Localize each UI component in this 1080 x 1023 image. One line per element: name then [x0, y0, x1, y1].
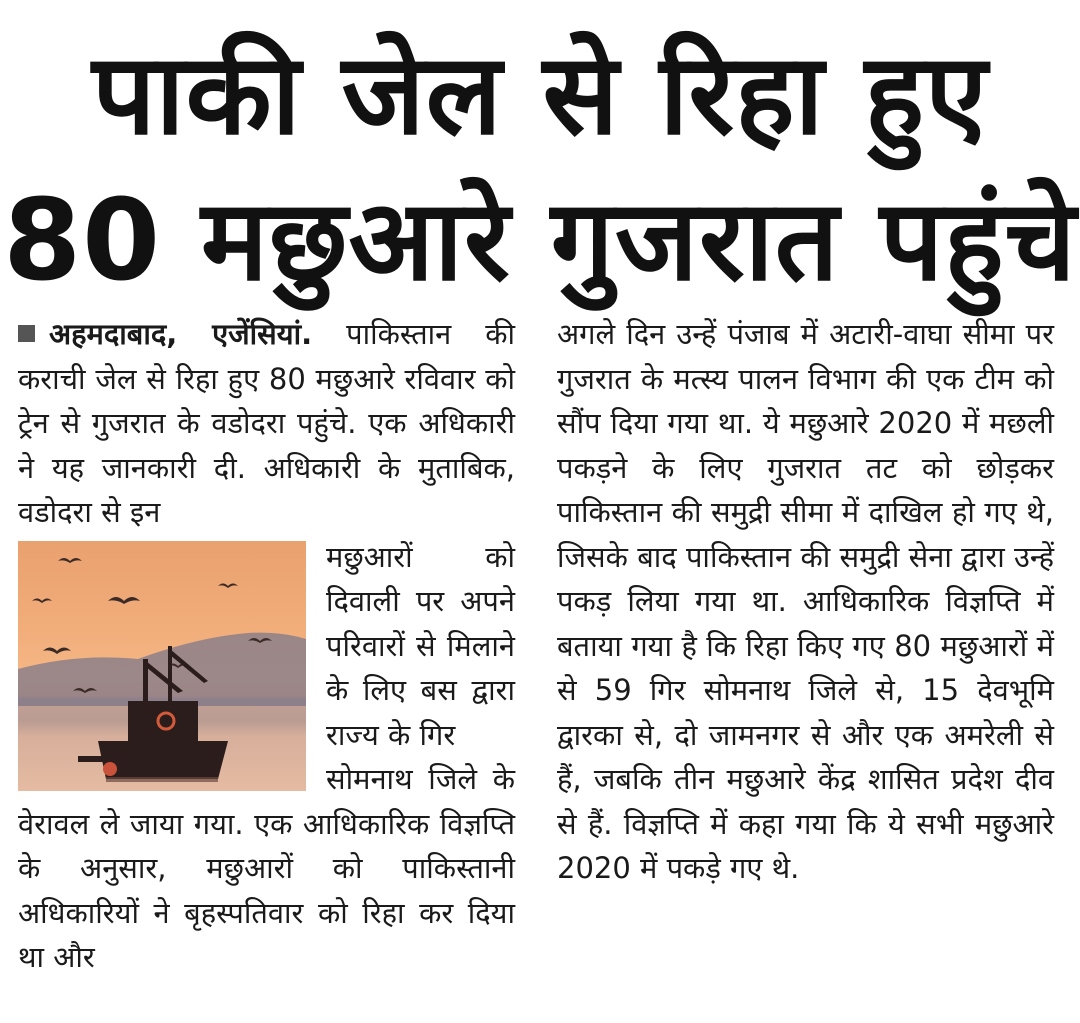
dateline: अहमदाबाद, एजेंसियां. [49, 317, 313, 351]
headline-line-1: पाकी जेल से रिहा हुए [91, 30, 989, 160]
left-column-rest: सोमनाथ जिले के वेरावल ले जाया गया. एक आधिकारिक विज्ञप्ति के अनुसार, मछुआरों को पाकिस्तानी अधिकारियों ने बृहस्पतिवार को रिहा कर दिया था और [18, 762, 515, 974]
headline [0, 22, 1080, 314]
intro-text: पाकिस्तान की कराची जेल से रिहा हुए 80 मछुआरे रविवार को ट्रेन से गुजरात के वडोदरा पहुंचे. एक अधिकारी ने यह जानकारी दी. अधिकारी के मुताबिक, वडोदरा से इन [18, 317, 516, 529]
bullet-square-icon [18, 325, 35, 342]
right-column-text: अगले दिन उन्हें पंजाब में अटारी-वाघा सीमा पर गुजरात के मत्स्य पालन विभाग की एक टीम को सौंप दिया गया था. ये मछुआरे 2020 में मछली पकड़ने के लिए गुजरात तट को छोड़कर पाकिस्तान की समुद्री सीमा में दाखिल हो गए थे, जिसके बाद पाकिस्तान की समुद्री सेना द्वारा उन्हें पकड़ लिया गया था. आधिकारिक विज्ञप्ति में बताया गया है कि रिहा किए गए 80 मछुआरों में से 59 गिर सोमनाथ जिले से, 15 देवभूमि द्वारका से, दो जामनगर से और एक अमरेली से हैं, जबकि तीन मछुआरे केंद्र शासित प्रदेश दीव से हैं. विज्ञप्ति में कहा गया कि ये सभी मछुआरे 2020 में पकड़े गए थे. [557, 317, 1054, 885]
photo-wrap-text: मछुआरों को दिवाली पर अपने परिवारों से मिलाने के लिए बस द्वारा राज्य के गिर [326, 539, 515, 752]
fishing-boat-illustration [18, 541, 306, 791]
headline-line-2: 80 मछुआरे गुजरात पहुंचे [3, 176, 1077, 306]
article-intro [18, 312, 515, 535]
article-right-column [557, 312, 1054, 891]
fishing-boat-photo [18, 541, 306, 791]
article-left-column [18, 312, 515, 980]
